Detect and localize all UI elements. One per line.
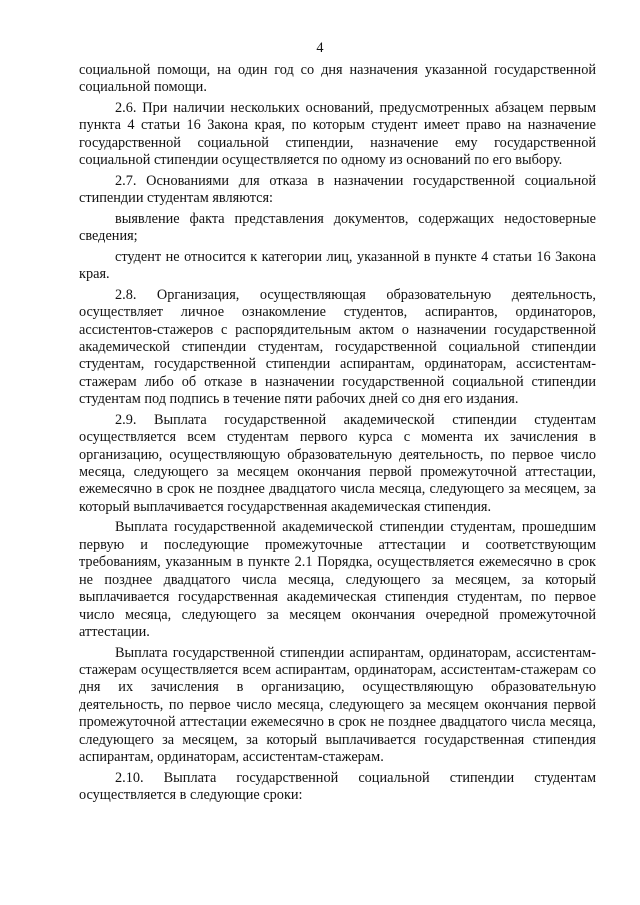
paragraph-2-9-part-3: Выплата государственной стипендии аспирантам, ординаторам, ассистентам-стажерам осуществляется всем аспирантам, ординаторам, ассистентам-стажерам со дня их зачисления в организацию, осуществляющую образовательную деятельность, по первое число месяца, следующего за месяцем окончания первой промежуточной аттестации ежемесячно в срок не позднее двадцатого числа месяца, следующего за месяцем, за который выплачивается государственная стипендия аспирантам, ординаторам, ассистентам-стажерам. bbox=[79, 644, 596, 765]
paragraph-continuation: социальной помощи, на один год со дня назначения указанной государственной социальной помощи. bbox=[79, 62, 596, 96]
paragraph-2-7-item-1: выявление факта представления документов, содержащих недостоверные сведения; bbox=[79, 210, 596, 245]
page-number: 4 bbox=[316, 40, 324, 56]
paragraph-2-10: 2.10. Выплата государственной социальной стипендии студентам осуществляется в следующие сроки: bbox=[79, 769, 596, 803]
paragraph-2-9-part-2: Выплата государственной академической стипендии студентам, прошедшим первую и последующие промежуточные аттестации и соответствующим требованиям, указанным в пункте 2.1 Порядка, осуществляется ежемесячно в срок не позднее двадцатого числа месяца, следующего за месяцем, за который выплачивается государственная академическая стипендия студентам, по первое число месяца, следующего за месяцем окончания очередной промежуточной аттестации. bbox=[79, 519, 596, 640]
paragraph-2-9: 2.9. Выплата государственной академической стипендии студентам осуществляется всем студентам первого курса с момента их зачисления в организацию, осуществляющую образовательную деятельность, по первое число месяца, следующего за месяцем окончания первой промежуточной аттестации, ежемесячно в срок не позднее двадцатого числа месяца, следующего за месяцем, за который выплачивается государственная академическая стипендия. bbox=[79, 411, 596, 515]
paragraph-2-8: 2.8. Организация, осуществляющая образовательную деятельность, осуществляет личное ознакомление студентов, аспирантов, ординаторов, ассистентов-стажеров с распорядительным актом о назначении государственной академической стипендии студентам, государственной социальной стипендии студентам, государственной стипендии аспирантам, ординаторам, ассистентам-стажерам либо об отказе в назначении государственной социальной стипендии студентам под подпись в течение пяти рабочих дней со дня его издания. bbox=[79, 286, 596, 408]
paragraph-2-7-item-2: студент не относится к категории лиц, указанной в пункте 4 статьи 16 Закона края. bbox=[79, 248, 596, 283]
paragraph-2-6: 2.6. При наличии нескольких оснований, предусмотренных абзацем первым пункта 4 статьи 16 Закона края, по которым студент имеет право на назначение государственной социальной стипендии, назначение ему государственной социальной стипендии осуществляется по одному из оснований по его выбору. bbox=[79, 100, 596, 169]
document-body bbox=[79, 62, 596, 808]
paragraph-2-7: 2.7. Основаниями для отказа в назначении государственной социальной стипендии студентам являются: bbox=[79, 172, 596, 207]
